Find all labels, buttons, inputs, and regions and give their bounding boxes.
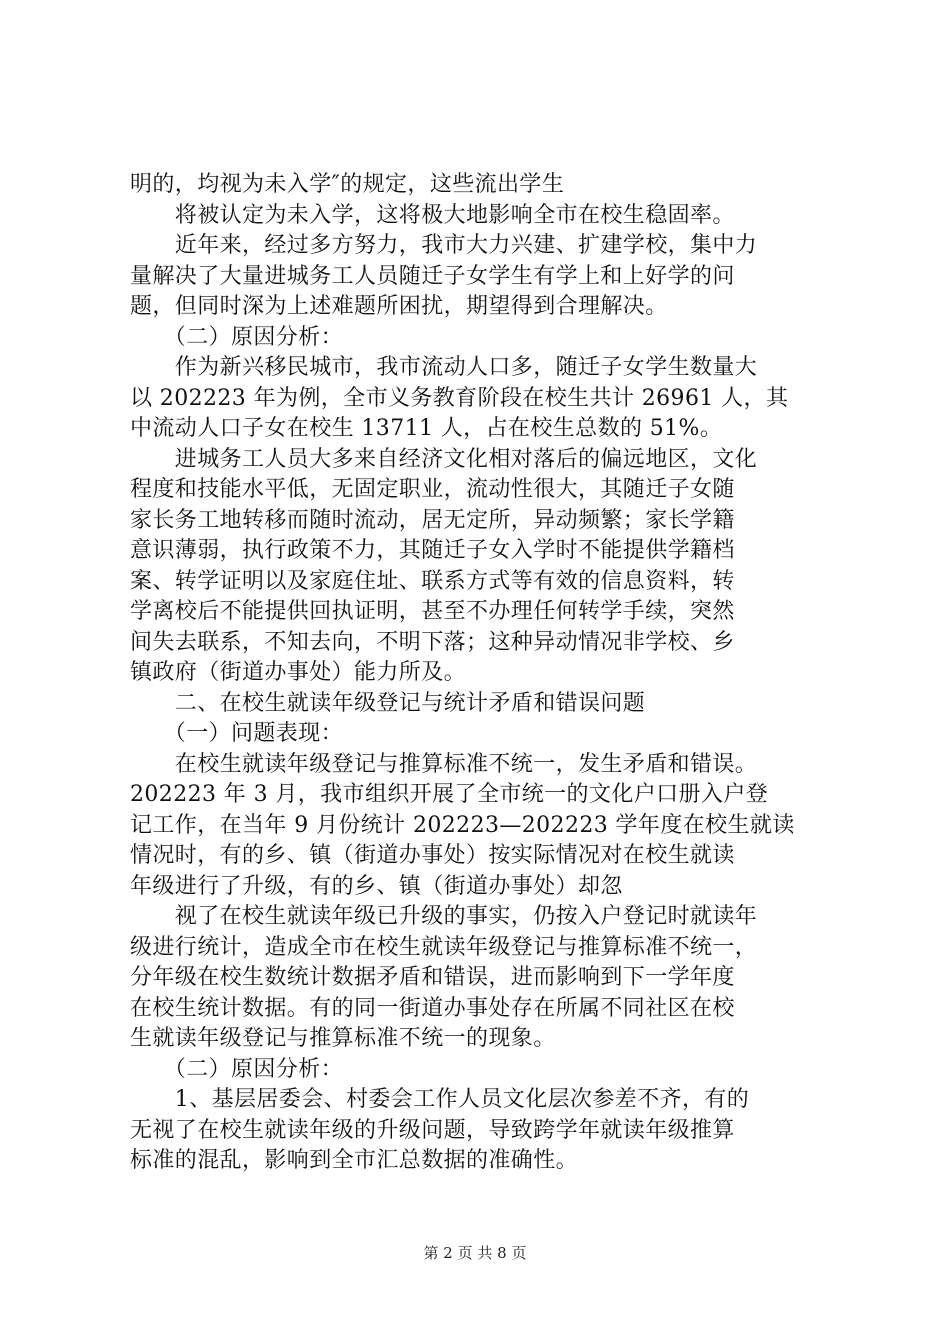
text-line: 程度和技能水平低，无固定职业，流动性很大，其随迁子女随 [130,477,735,502]
text-line: 作为新兴移民城市，我市流动人口多，随迁子女学生数量大 [130,355,758,380]
text-line: 以 202223 年为例，全市义务教育阶段在校生共计 26961 人，其 [130,385,789,411]
text-line: 近年来，经过多方努力，我市大力兴建、扩建学校，集中力 [130,233,758,258]
text-line: 生就读年级登记与推算标准不统一的现象。 [130,1026,556,1051]
text-line: 家长务工地转移而随时流动，居无定所，异动频繁；家长学籍 [130,507,735,533]
text-line: 1、基层居委会、村委会工作人员文化层次参差不齐，有的 [130,1087,750,1112]
text-line: 分年级在校生数统计数据矛盾和错误，进而影响到下一学年度 [130,965,735,990]
text-line: 中流动人口子女在校生 13711 人，占在校生总数的 51%。 [130,416,723,441]
section-heading: （一）问题表现： [130,721,344,746]
text-line: 间失去联系，不知去向，不明下落；这种异动情况非学校、乡 [130,629,735,655]
text-line: 202223 年 3 月，我市组织开展了全市统一的文化户口册入户登 [130,782,769,807]
text-line: 在校生统计数据。有的同一街道办事处存在所属不同社区在校 [130,995,735,1021]
text-line: 标准的混乱，影响到全市汇总数据的准确性。 [130,1148,579,1173]
text-line: 量解决了大量进城务工人员随迁子女学生有学上和上好学的问 [130,263,735,289]
text-line: 将被认定为未入学，这将极大地影响全市在校生稳固率。 [130,202,735,228]
text-line: 学离校后不能提供回执证明，甚至不办理任何转学手续，突然 [130,599,735,624]
body-text [130,170,830,1177]
text-line: 明的，均视为未入学″的规定，这些流出学生 [130,172,565,197]
text-line: 题，但同时深为上述难题所困扰，期望得到合理解决。 [130,294,668,319]
section-heading: （二）原因分析： [130,1056,344,1082]
text-line: 意识薄弱，执行政策不力，其随迁子女入学时不能提供学籍档 [130,538,735,563]
text-line: 无视了在校生就读年级的升级问题，导致跨学年就读年级推算 [130,1117,735,1143]
text-line: 情况时，有的乡、镇（街道办事处）按实际情况对在校生就读 [130,843,735,868]
text-line: 级进行统计，造成全市在校生就读年级登记与推算标准不统一， [130,934,758,960]
text-line: 进城务工人员大多来自经济文化相对落后的偏远地区，文化 [130,446,758,472]
section-heading: （二）原因分析： [130,324,344,350]
text-line: 镇政府（街道办事处）能力所及。 [130,660,467,685]
text-line: 视了在校生就读年级已升级的事实，仍按入户登记时就读年 [130,904,758,929]
text-line: 在校生就读年级登记与推算标准不统一，发生矛盾和错误。 [130,751,758,777]
text-line: 年级进行了升级，有的乡、镇（街道办事处）却忽 [130,873,623,899]
text-line: 记工作，在当年 9 月份统计 202223—202223 学年度在校生就读 [130,812,795,838]
text-line: 案、转学证明以及家庭住址、联系方式等有效的信息资料，转 [130,568,735,594]
page-footer: 第 2 页 共 8 页 [423,1244,527,1262]
section-heading: 二、在校生就读年级登记与统计矛盾和错误问题 [130,690,646,716]
